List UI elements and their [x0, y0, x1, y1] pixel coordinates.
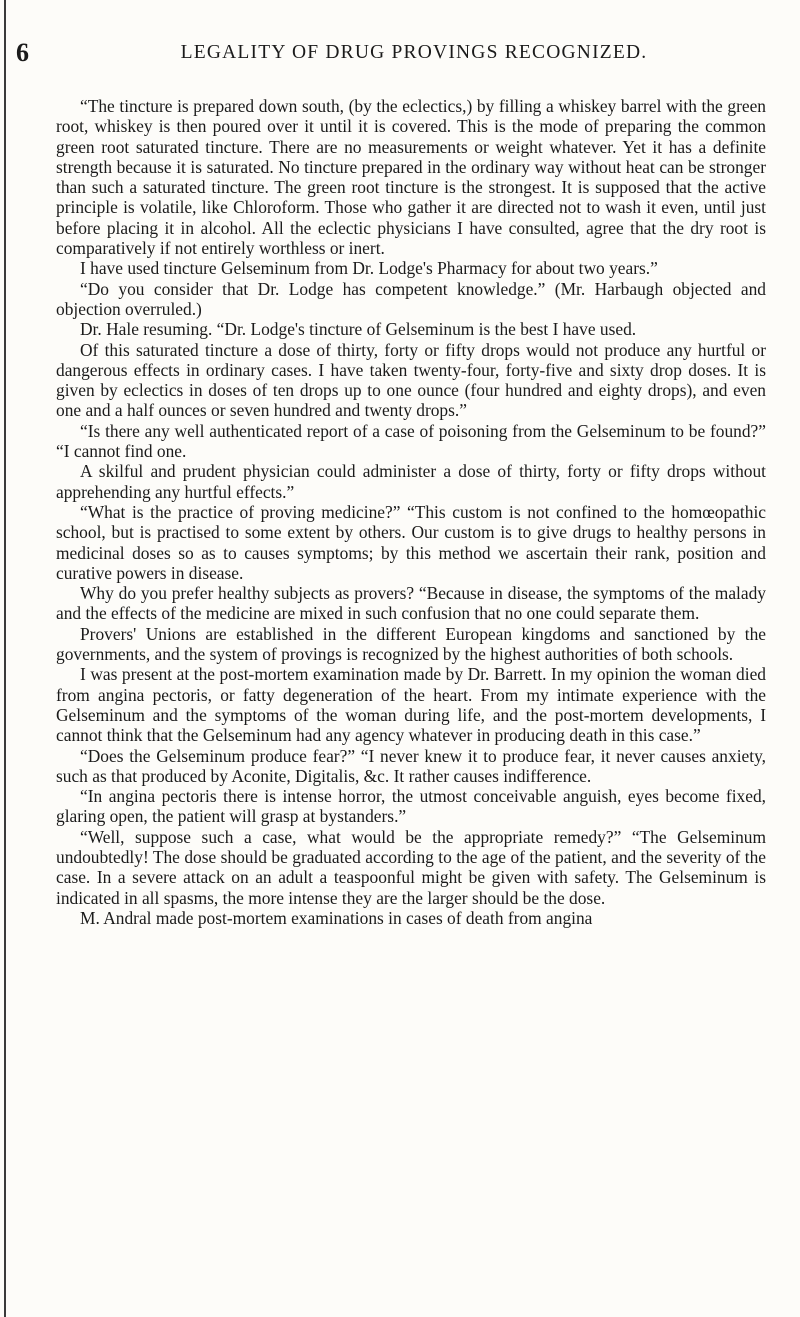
paragraph: “The tincture is prepared down south, (by the eclectics,) by filling a whiskey barrel with the green root, whiskey is then poured over it until it is covered. This is the mode of preparing the common green root saturated tincture. There are no measurements or weight whatever. Yet it has a definite strength because it is saturated. No tincture prepared in the ordinary way without heat can be stronger than such a saturated tincture. The green root tincture is the strongest. It is supposed that the active principle is volatile, like Chloroform. Those who gather it are directed not to wash it even, until just before placing it in alcohol. All the eclectic physicians I have consulted, agree that the dry root is comparatively if not entirely worthless or inert. [56, 96, 766, 259]
paragraph: I was present at the post-mortem examination made by Dr. Barrett. In my opinion the woman died from angina pectoris, or fatty degeneration of the heart. From my intimate experience with the Gelseminum and the symptoms of the woman during life, and the post-mortem developments, I cannot think that the Gelseminum had any agency whatever in producing death in this case.” [56, 664, 766, 746]
paragraph: A skilful and prudent physician could administer a dose of thirty, forty or fifty drops without apprehending any hurtful effects.” [56, 461, 766, 502]
paragraph: “In angina pectoris there is intense horror, the utmost conceivable anguish, eyes become fixed, glaring open, the patient will grasp at bystanders.” [56, 786, 766, 827]
paragraph: Provers' Unions are established in the different European kingdoms and sanctioned by the governments, and the system of provings is recognized by the highest authorities of both schools. [56, 623, 766, 665]
paragraph: M. Andral made post-mortem examinations in cases of death from angina [80, 907, 593, 928]
paragraph: “Do you consider that Dr. Lodge has competent knowledge.” (Mr. Harbaugh objected and objection overruled.) [56, 278, 766, 319]
paragraph: “Is there any well authenticated report of a case of poisoning from the Gelseminum to be found?” “I cannot find one. [56, 420, 766, 462]
paragraph: Why do you prefer healthy subjects as provers? “Because in disease, the symptoms of the malady and the effects of the medicine are mixed in such confusion that no one could separate them. [56, 583, 766, 624]
page-number: 6 [16, 38, 30, 67]
paragraph: “Well, suppose such a case, what would be the appropriate remedy?” “The Gelseminum undoubtedly! The dose should be graduated according to the age of the patient, and the severity of the case. In a severe attack on an adult a teaspoonful might be given with safety. The Gelseminum is indicated in all spasms, the more intense they are the larger should be the dose. [56, 826, 766, 908]
paragraph: Of this saturated tincture a dose of thirty, forty or fifty drops would not produce any hurtful or dangerous effects in ordinary cases. I have taken twenty-four, forty-five and sixty drop doses. It is given by eclectics in doses of ten drops up to one ounce (four hundred and eighty drops), and even one and a half ounces or seven hundred and twenty drops.” [56, 339, 766, 421]
paragraph: “What is the practice of proving medicine?” “This custom is not confined to the homœopathic school, but is practised to some extent by others. Our custom is to give drugs to healthy persons in medicinal doses so as to causes symptoms; by this method we ascertain their rank, position and curative powers in disease. [56, 501, 766, 583]
paragraph: I have used tincture Gelseminum from Dr. Lodge's Pharmacy for about two years.” [80, 258, 658, 279]
page-header [0, 36, 800, 76]
running-head: LEGALITY OF DRUG PROVINGS RECOGNIZED. [180, 42, 648, 63]
paragraph: “Does the Gelseminum produce fear?” “I never knew it to produce fear, it never causes anxiety, such as that produced by Aconite, Digitalis, &c. It rather causes indifference. [56, 745, 766, 786]
page-edge-line [4, 0, 6, 1317]
body-text [56, 96, 766, 928]
paragraph: Dr. Hale resuming. “Dr. Lodge's tincture of Gelseminum is the best I have used. [80, 319, 637, 340]
